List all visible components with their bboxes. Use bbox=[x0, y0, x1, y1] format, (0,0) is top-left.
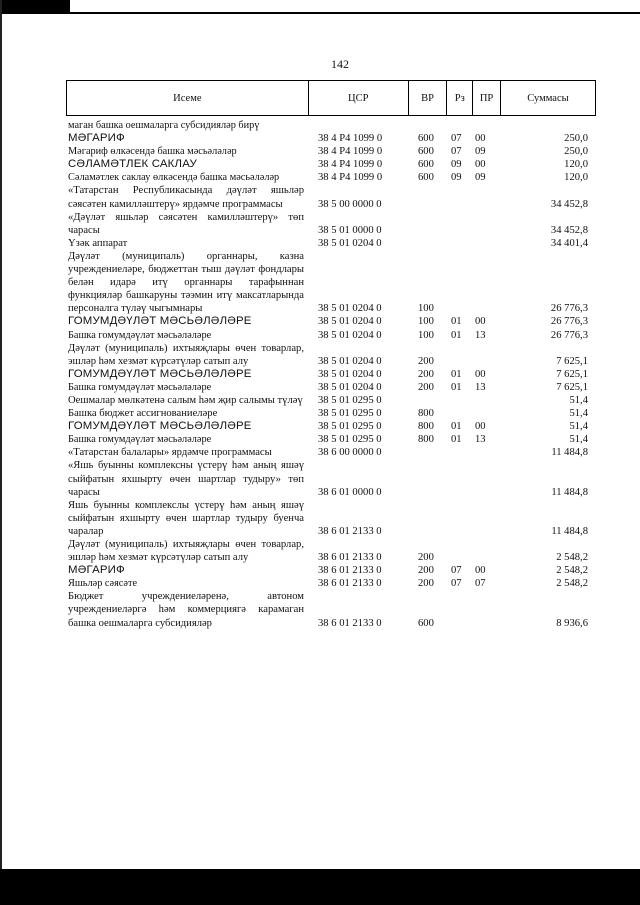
row-name: Дәүләт (муниципаль) органнары, казна учреждениеләре, бюджеттан тыш дәүләт фондлары белән идарә итү органнары тарафыннан функцияләр башкаруны тәэмин итү максатларында персоналга түләү чыгымнары bbox=[68, 250, 304, 315]
row-name: Дәүләт (муниципаль) ихтыяҗлары өчен товарлар, эшләр һәм хезмәт күрсәтүләр сатып алу bbox=[68, 342, 304, 367]
row-pr: 00 bbox=[475, 368, 486, 380]
row-sum: 250,0 bbox=[564, 146, 588, 158]
table-row bbox=[68, 499, 588, 538]
row-sum: 8 936,6 bbox=[556, 617, 588, 629]
row-sum: 26 776,3 bbox=[550, 329, 588, 341]
row-name: Бюджет учреждениеләренә, автоном учреждениеләргә һәм коммерциягә карамаган башка оешмаларга субсидияләр bbox=[68, 591, 304, 629]
row-sum: 26 776,3 bbox=[550, 303, 588, 315]
table-row bbox=[68, 538, 588, 564]
row-name: «Татарстан Республикасында дәүләт яшьләр сәясәтен камилләштерү» ярдәмче программасы bbox=[68, 185, 304, 210]
row-vr: 200 bbox=[418, 552, 434, 564]
row-csr: 38 4 P4 1099 0 bbox=[318, 133, 383, 145]
row-vr: 800 bbox=[418, 434, 434, 446]
table-row bbox=[68, 564, 588, 577]
table-row bbox=[68, 394, 588, 407]
row-csr: 38 6 01 2133 0 bbox=[318, 578, 382, 590]
table-row bbox=[68, 446, 588, 459]
row-name: Башка гомумдәүләт мәсьәләләре bbox=[68, 381, 212, 393]
row-sum: 2 548,2 bbox=[556, 565, 588, 577]
column-header-rz: Рз bbox=[446, 81, 472, 115]
scan-corner-mark bbox=[0, 0, 70, 12]
row-rz: 01 bbox=[451, 316, 462, 328]
table-row bbox=[68, 368, 588, 381]
row-csr: 38 5 00 0000 0 bbox=[318, 198, 382, 210]
row-csr: 38 4 P4 1099 0 bbox=[318, 146, 383, 158]
row-sum: 34 401,4 bbox=[550, 237, 588, 249]
row-name: Мәгариф өлкәсендә башка мәсьәләләр bbox=[68, 146, 237, 158]
row-name: Сәламәтлек саклау өлкәсендә башка мәсьәләләр bbox=[68, 172, 280, 184]
table-row bbox=[68, 237, 588, 250]
row-sum: 7 625,1 bbox=[556, 368, 588, 380]
row-csr: 38 5 01 0295 0 bbox=[318, 421, 382, 433]
row-vr: 100 bbox=[418, 303, 434, 315]
row-sum: 2 548,2 bbox=[556, 552, 588, 564]
column-header-vr: ВР bbox=[408, 81, 447, 115]
row-sum: 34 452,8 bbox=[550, 198, 588, 210]
row-vr: 200 bbox=[418, 565, 434, 577]
row-name: МӘГАРИФ bbox=[68, 564, 125, 577]
table-row bbox=[68, 158, 588, 171]
table-row bbox=[68, 171, 588, 184]
row-rz: 09 bbox=[451, 172, 462, 184]
table-row bbox=[68, 145, 588, 158]
row-rz: 07 bbox=[451, 133, 462, 145]
row-csr: 38 5 01 0204 0 bbox=[318, 237, 382, 249]
row-name: «Татарстан балалары» ярдәмче программасы bbox=[68, 447, 272, 459]
row-rz: 07 bbox=[451, 146, 462, 158]
table-row bbox=[68, 211, 588, 237]
row-sum: 51,4 bbox=[569, 421, 588, 433]
table-row bbox=[68, 119, 588, 132]
row-csr: 38 5 01 0204 0 bbox=[318, 303, 382, 315]
row-vr: 200 bbox=[418, 578, 434, 590]
row-csr: 38 4 P4 1099 0 bbox=[318, 172, 383, 184]
row-vr: 600 bbox=[418, 159, 434, 171]
table-row bbox=[68, 250, 588, 315]
table-row bbox=[68, 381, 588, 394]
row-csr: 38 4 P4 1099 0 bbox=[318, 159, 383, 171]
row-pr: 13 bbox=[475, 434, 486, 446]
row-pr: 00 bbox=[475, 565, 486, 577]
row-name: Үзәк аппарат bbox=[68, 237, 128, 249]
table-row bbox=[68, 342, 588, 368]
row-csr: 38 5 01 0204 0 bbox=[318, 381, 382, 393]
row-rz: 09 bbox=[451, 159, 462, 171]
row-name: ГОМУМДӘҮЛӘТ МӘСЬӘЛӘЛӘРЕ bbox=[68, 315, 252, 328]
row-csr: 38 5 01 0295 0 bbox=[318, 434, 382, 446]
row-name: Дәүләт (муниципаль) ихтыяҗлары өчен товарлар, эшләр һәм хезмәт күрсәтүләр сатып алу bbox=[68, 539, 304, 564]
row-csr: 38 5 01 0000 0 bbox=[318, 224, 382, 236]
row-vr: 200 bbox=[418, 368, 434, 380]
row-name: Башка гомумдәүләт мәсьәләләре bbox=[68, 329, 212, 341]
row-name: Башка гомумдәүләт мәсьәләләре bbox=[68, 434, 212, 446]
page-number: 142 bbox=[331, 57, 349, 71]
column-header-sum: Суммасы bbox=[500, 81, 595, 115]
row-name: МӘГАРИФ bbox=[68, 132, 125, 145]
table-header bbox=[66, 80, 596, 116]
table-row bbox=[68, 315, 588, 328]
scan-left-edge bbox=[0, 0, 2, 905]
row-rz: 01 bbox=[451, 329, 462, 341]
row-name: «Дәүләт яшьләр сәясәтен камилләштерү» төп чарасы bbox=[68, 211, 304, 236]
row-csr: 38 5 01 0204 0 bbox=[318, 355, 382, 367]
row-name: Оешмалар мөлкәтенә салым һәм җир салымы түләү bbox=[68, 394, 303, 406]
row-rz: 01 bbox=[451, 368, 462, 380]
table-row bbox=[68, 459, 588, 498]
row-sum: 34 452,8 bbox=[550, 224, 588, 236]
row-vr: 100 bbox=[418, 329, 434, 341]
row-sum: 120,0 bbox=[564, 172, 588, 184]
row-sum: 11 484,8 bbox=[551, 525, 588, 537]
row-name: «Яшь буынны комплексны үстерү һәм аның яшәү сыйфатын яхшырту өчен шартлар тудыру» төп чарасы bbox=[68, 460, 304, 498]
table-row bbox=[68, 132, 588, 145]
row-rz: 07 bbox=[451, 578, 462, 590]
row-csr: 38 5 01 0204 0 bbox=[318, 316, 382, 328]
row-vr: 800 bbox=[418, 408, 434, 420]
row-vr: 100 bbox=[418, 316, 434, 328]
row-sum: 7 625,1 bbox=[556, 355, 588, 367]
scan-top-border bbox=[0, 0, 640, 14]
table-row bbox=[68, 407, 588, 420]
row-csr: 38 6 01 2133 0 bbox=[318, 525, 382, 537]
row-name: ГОМУМДӘҮЛӘТ МӘСЬӘЛӘЛӘРЕ bbox=[68, 420, 252, 433]
row-name: Башка бюджет ассигнованиеләре bbox=[68, 408, 218, 420]
row-sum: 7 625,1 bbox=[556, 381, 588, 393]
row-name: Яшь буынны комплекслы үстерү һәм аның яшәү сыйфатын яхшырту өчен шартлар тудыру буенча чаралар bbox=[68, 499, 304, 537]
row-csr: 38 6 01 2133 0 bbox=[318, 565, 382, 577]
row-name: маган башка оешмаларга субсидияләр бирү bbox=[68, 120, 260, 131]
row-pr: 00 bbox=[475, 316, 486, 328]
row-csr: 38 6 01 2133 0 bbox=[318, 617, 382, 629]
row-rz: 01 bbox=[451, 381, 462, 393]
table-row bbox=[68, 329, 588, 342]
table-row bbox=[68, 433, 588, 446]
table-row bbox=[68, 577, 588, 590]
column-header-name: Исеме bbox=[173, 92, 202, 104]
row-sum: 250,0 bbox=[564, 133, 588, 145]
row-csr: 38 5 01 0295 0 bbox=[318, 408, 382, 420]
row-name: Яшьләр сәясәте bbox=[68, 578, 138, 590]
row-pr: 00 bbox=[475, 133, 486, 145]
column-header-csr: ЦСР bbox=[308, 81, 408, 115]
row-vr: 200 bbox=[418, 355, 434, 367]
row-pr: 09 bbox=[475, 146, 486, 158]
row-sum: 120,0 bbox=[564, 159, 588, 171]
row-vr: 600 bbox=[418, 617, 434, 629]
row-sum: 11 484,8 bbox=[551, 486, 588, 498]
row-vr: 600 bbox=[418, 133, 434, 145]
column-header-pr: ПР bbox=[472, 81, 500, 115]
row-csr: 38 5 01 0204 0 bbox=[318, 329, 382, 341]
row-vr: 600 bbox=[418, 146, 434, 158]
row-pr: 00 bbox=[475, 159, 486, 171]
row-pr: 13 bbox=[475, 329, 486, 341]
table-body bbox=[68, 119, 588, 630]
row-sum: 26 776,3 bbox=[550, 316, 588, 328]
scan-bottom-border bbox=[0, 869, 640, 905]
row-vr: 200 bbox=[418, 381, 434, 393]
row-name: СӘЛАМӘТЛЕК САКЛАУ bbox=[68, 158, 197, 171]
row-pr: 13 bbox=[475, 381, 486, 393]
table-row bbox=[68, 184, 588, 210]
row-csr: 38 5 01 0295 0 bbox=[318, 394, 382, 406]
row-pr: 09 bbox=[475, 172, 486, 184]
row-rz: 01 bbox=[451, 434, 462, 446]
row-sum: 2 548,2 bbox=[556, 578, 588, 590]
row-rz: 01 bbox=[451, 421, 462, 433]
row-csr: 38 6 01 2133 0 bbox=[318, 552, 382, 564]
row-csr: 38 6 01 0000 0 bbox=[318, 486, 382, 498]
row-sum: 51,4 bbox=[569, 408, 588, 420]
row-sum: 51,4 bbox=[569, 394, 588, 406]
row-sum: 11 484,8 bbox=[551, 447, 588, 459]
row-csr: 38 5 01 0204 0 bbox=[318, 368, 382, 380]
row-csr: 38 6 00 0000 0 bbox=[318, 447, 382, 459]
row-sum: 51,4 bbox=[569, 434, 588, 446]
row-name: ГОМУМДӘҮЛӘТ МӘСЬӘЛӘЛӘРЕ bbox=[68, 367, 252, 380]
row-vr: 800 bbox=[418, 421, 434, 433]
table-row bbox=[68, 420, 588, 433]
row-pr: 07 bbox=[475, 578, 486, 590]
table-row bbox=[68, 590, 588, 629]
row-pr: 00 bbox=[475, 421, 486, 433]
row-vr: 600 bbox=[418, 172, 434, 184]
row-rz: 07 bbox=[451, 565, 462, 577]
